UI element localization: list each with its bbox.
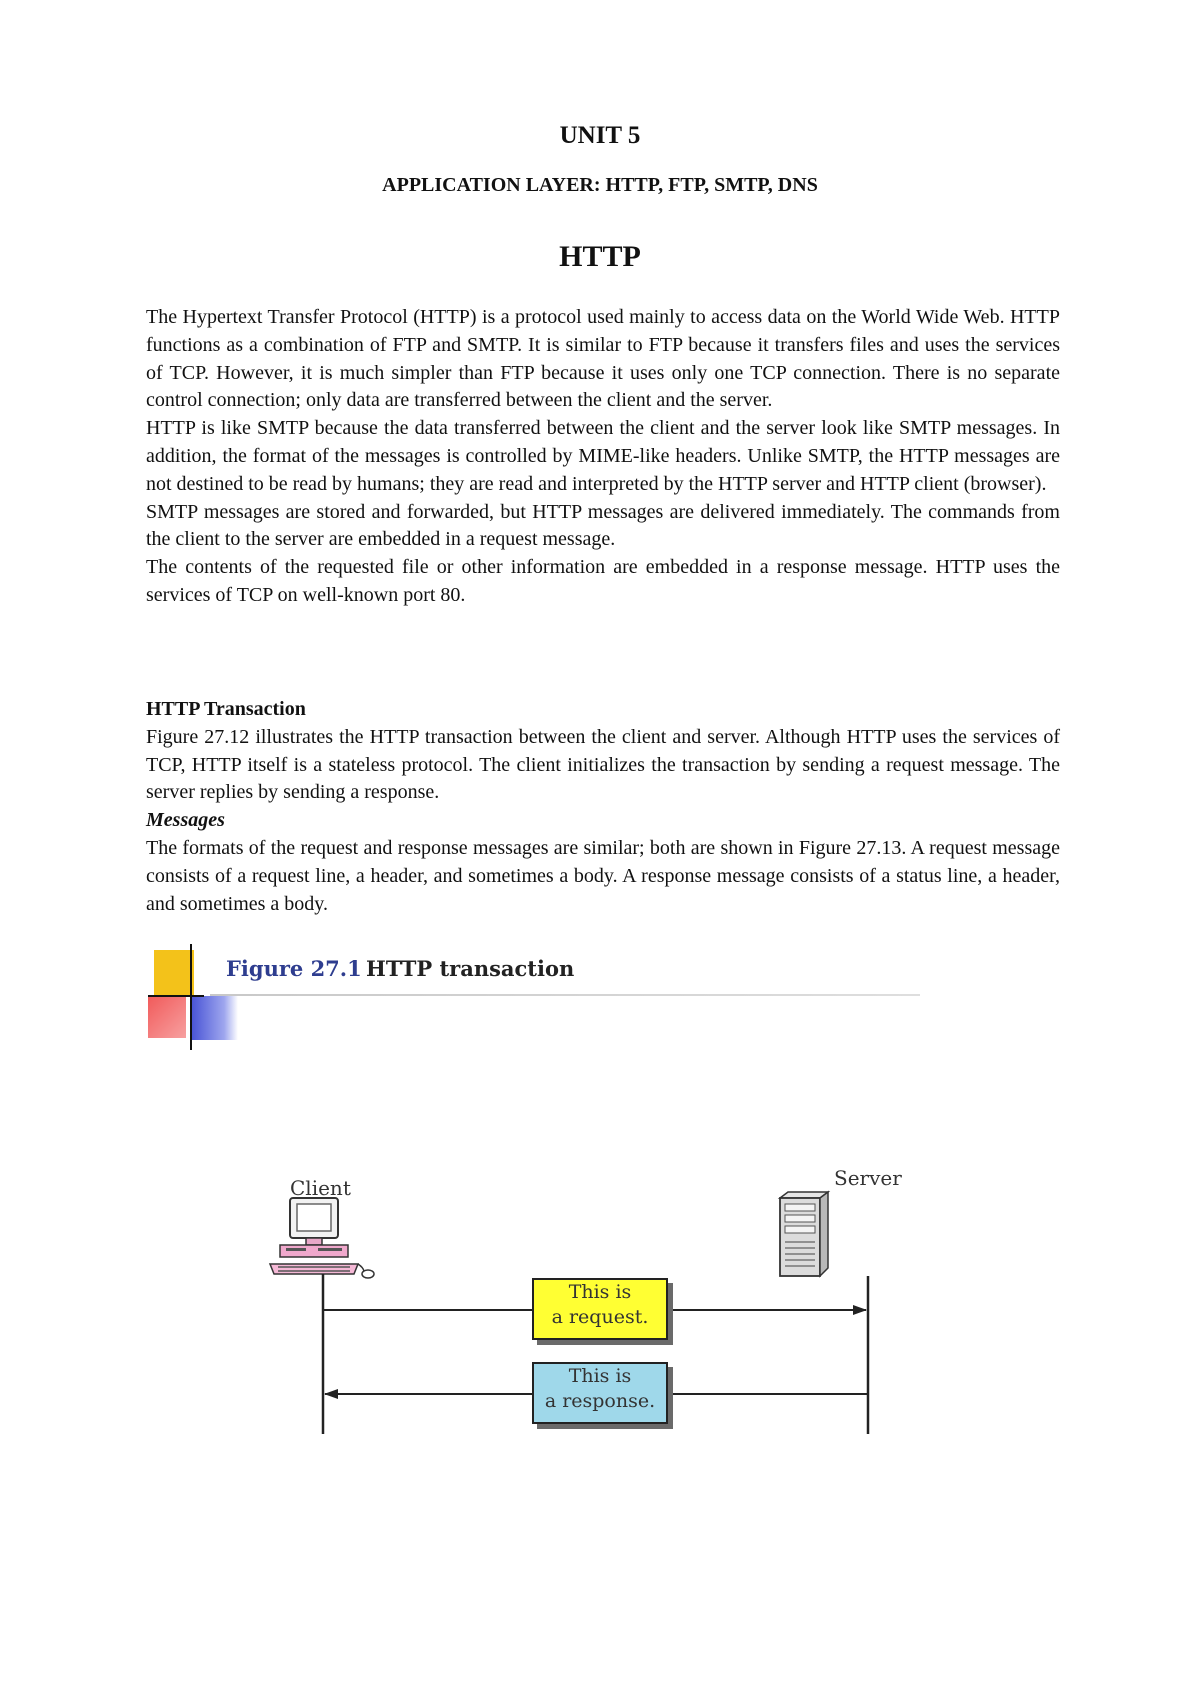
response-text-line-2: a response. [544,1390,656,1412]
transaction-heading: HTTP Transaction [146,698,306,720]
response-text-line-1: This is [568,1365,632,1387]
unit-title: UNIT 5 [559,122,641,149]
section-title: HTTP [559,240,641,273]
server-icon [780,1192,828,1276]
decor-red-square [148,996,186,1038]
request-message-box [532,1278,668,1340]
client-label: Client [290,1176,351,1200]
decor-yellow-square [154,950,194,996]
request-text-line-2: a request. [551,1306,649,1328]
transaction-section [146,696,1060,918]
messages-heading: Messages [146,809,225,832]
decor-blue-square [192,996,238,1040]
figure-header [148,944,920,1052]
intro-paragraph-2: HTTP is like SMTP because the data transferred between the client and the server look like SMTP messages. In addition, the format of the messages is controlled by MIME-like headers. Unlike SMTP, the HTTP messages are not destined to be read by humans; they are read and interpreted by the HTTP server and HTTP client (browser). [146,417,1060,495]
intro-paragraph-1: The Hypertext Transfer Protocol (HTTP) is a protocol used mainly to access data on the World Wide Web. HTTP functions as a combination of FTP and SMTP. It is similar to FTP because it transfers files and uses the services of TCP. However, it is much simpler than FTP because it uses only one TCP connection. There is no separate control connection; only data are transferred between the client and the server. [146,306,1060,412]
figure-caption: HTTP transaction [366,956,575,981]
intro-section [146,304,1060,610]
http-transaction-diagram [260,1150,920,1440]
messages-paragraph: The formats of the request and response messages are similar; both are shown in Figure 27.13. A request message consists of a request line, a header, and sometimes a body. A response message consists of a status line, a header, and sometimes a body. [146,836,1060,915]
computer-icon [270,1198,374,1278]
figure-header-rule [210,994,920,996]
unit-subtitle: APPLICATION LAYER: HTTP, FTP, SMTP, DNS [382,174,818,196]
intro-paragraph-3: SMTP messages are stored and forwarded, but HTTP messages are delivered immediately. The commands from the client to the server are embedded in a request message. [146,500,1060,551]
intro-paragraph-4: The contents of the requested file or other information are embedded in a response message. HTTP uses the services of TCP on well-known port 80. [146,556,1060,606]
response-message-box [532,1362,668,1424]
decor-vertical-line [190,944,192,1050]
transaction-paragraph: Figure 27.12 illustrates the HTTP transaction between the client and server. Although HTTP uses the services of TCP, HTTP itself is a stateless protocol. The client initializes the transaction by sending a request message. The server replies by sending a response. [146,725,1060,804]
figure-number: Figure 27.1 [226,956,362,981]
request-text-line-1: This is [568,1281,632,1303]
decor-horizontal-line [148,995,204,997]
server-label: Server [834,1166,902,1190]
